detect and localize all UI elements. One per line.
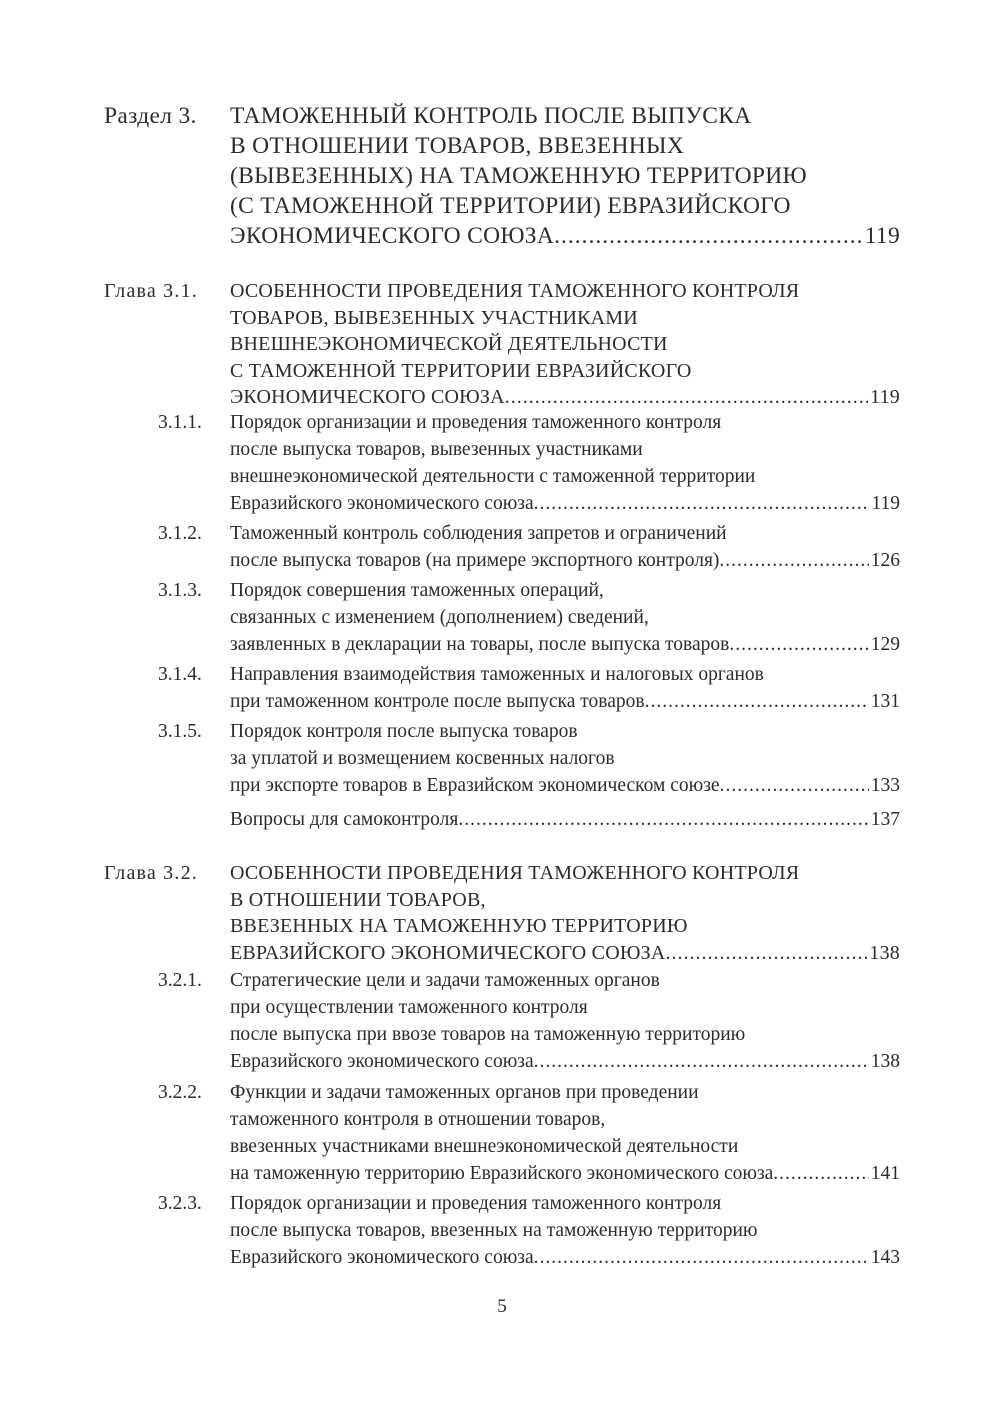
page-ref: 138 bbox=[870, 1051, 900, 1072]
title-line: ВВЕЗЕННЫХ НА ТАМОЖЕННУЮ ТЕРРИТОРИЮ bbox=[230, 915, 688, 937]
title-line: за уплатой и возмещением косвенных налогов bbox=[230, 748, 615, 769]
page-ref: 137 bbox=[870, 809, 900, 830]
dot-leader bbox=[505, 384, 868, 411]
page-ref: 133 bbox=[870, 775, 900, 796]
title-line: Порядок организации и проведения таможенного контроля bbox=[230, 1193, 722, 1214]
title-line: В ОТНОШЕНИИ ТОВАРОВ, ВВЕЗЕННЫХ bbox=[230, 133, 685, 159]
entry-label: Глава 3.1. bbox=[104, 280, 198, 302]
title-line: (ВЫВЕЗЕННЫХ) НА ТАМОЖЕННУЮ ТЕРРИТОРИЮ bbox=[230, 163, 807, 189]
title-line: ЕВРАЗИЙСКОГО ЭКОНОМИЧЕСКОГО СОЮЗА bbox=[230, 941, 666, 964]
title-last-line bbox=[230, 384, 900, 411]
title-last-line bbox=[230, 547, 900, 574]
title-line: В ОТНОШЕНИИ ТОВАРОВ, bbox=[230, 888, 486, 911]
title-line: Евразийского экономического союза bbox=[230, 493, 534, 514]
entry-title bbox=[230, 967, 900, 1075]
title-line: связанных с изменением (дополнением) сведений, bbox=[230, 607, 649, 628]
title-last-line bbox=[230, 631, 900, 658]
page-ref: 119 bbox=[870, 386, 900, 408]
dot-leader bbox=[665, 940, 867, 967]
page-ref: 119 bbox=[864, 223, 900, 249]
title-last-line bbox=[230, 940, 900, 967]
title-line: Направления взаимодействия таможенных и налоговых органов bbox=[230, 664, 764, 685]
page-ref: 126 bbox=[870, 550, 900, 571]
title-line: после выпуска товаров, ввезенных на таможенную территорию bbox=[230, 1220, 758, 1241]
title-line: ОСОБЕННОСТИ ПРОВЕДЕНИЯ ТАМОЖЕННОГО КОНТРОЛЯ bbox=[230, 280, 800, 302]
entry-title bbox=[230, 806, 900, 833]
title-line: при таможенном контроле после выпуска товаров bbox=[230, 691, 645, 712]
title-line: Порядок организации и проведения таможенного контроля bbox=[230, 412, 722, 433]
title-line: Стратегические цели и задачи таможенных органов bbox=[230, 970, 660, 991]
entry-title bbox=[230, 860, 900, 966]
title-line: ОСОБЕННОСТИ ПРОВЕДЕНИЯ ТАМОЖЕННОГО КОНТРОЛЯ bbox=[230, 862, 800, 884]
dot-leader bbox=[773, 1160, 868, 1187]
dot-leader bbox=[458, 806, 868, 833]
title-line: Вопросы для самоконтроля bbox=[230, 809, 459, 830]
entry-label: Глава 3.2. bbox=[104, 862, 198, 884]
page-ref: 143 bbox=[870, 1247, 900, 1268]
entry-title bbox=[230, 661, 900, 715]
dot-leader bbox=[534, 490, 870, 517]
title-last-line bbox=[230, 1244, 900, 1271]
entry-title bbox=[230, 409, 900, 517]
title-line: ввезенных участниками внешнеэкономической деятельности bbox=[230, 1136, 739, 1157]
section-number: 3.1.5. bbox=[158, 721, 202, 742]
title-line: на таможенную территорию Евразийского экономического союза bbox=[230, 1163, 774, 1184]
title-line: ВНЕШНЕЭКОНОМИЧЕСКОЙ ДЕЯТЕЛЬНОСТИ bbox=[230, 333, 668, 355]
title-last-line bbox=[230, 1160, 900, 1187]
page-ref: 119 bbox=[871, 493, 900, 514]
dot-leader bbox=[645, 688, 869, 715]
dot-leader bbox=[719, 547, 868, 574]
title-line: ЭКОНОМИЧЕСКОГО СОЮЗА bbox=[230, 386, 505, 408]
entry-title bbox=[230, 101, 900, 251]
title-last-line bbox=[230, 221, 900, 251]
title-last-line bbox=[230, 490, 900, 517]
title-line: ТАМОЖЕННЫЙ КОНТРОЛЬ ПОСЛЕ ВЫПУСКА bbox=[230, 103, 752, 129]
title-line: ЭКОНОМИЧЕСКОГО СОЮЗА bbox=[230, 223, 555, 249]
section-number: 3.1.2. bbox=[158, 523, 202, 544]
title-line: после выпуска товаров, вывезенных участниками bbox=[230, 439, 643, 460]
entry-title bbox=[230, 1190, 900, 1271]
section-number: 3.1.3. bbox=[158, 580, 202, 601]
section-number: 3.2.1. bbox=[158, 970, 202, 991]
entry-title bbox=[230, 520, 900, 574]
section-number: 3.2.3. bbox=[158, 1193, 202, 1214]
dot-leader bbox=[534, 1048, 869, 1075]
title-line: Евразийского экономического союза bbox=[230, 1247, 534, 1268]
section-number: 3.1.4. bbox=[158, 664, 202, 685]
title-line: Порядок контроля после выпуска товаров bbox=[230, 721, 578, 742]
title-line: при осуществлении таможенного контроля bbox=[230, 997, 588, 1018]
entry-title bbox=[230, 1079, 900, 1187]
page-ref: 131 bbox=[870, 691, 900, 712]
entry-title bbox=[230, 577, 900, 658]
title-last-line bbox=[230, 688, 900, 715]
title-last-line bbox=[230, 772, 900, 799]
dot-leader bbox=[534, 1244, 869, 1271]
title-line: С ТАМОЖЕННОЙ ТЕРРИТОРИИ ЕВРАЗИЙСКОГО bbox=[230, 359, 692, 382]
title-line: Евразийского экономического союза bbox=[230, 1051, 534, 1072]
title-line: (С ТАМОЖЕННОЙ ТЕРРИТОРИИ) ЕВРАЗИЙСКОГО bbox=[230, 193, 791, 219]
page-ref: 129 bbox=[870, 634, 900, 655]
title-line: после выпуска товаров (на примере экспортного контроля) bbox=[230, 550, 720, 571]
entry-title bbox=[230, 278, 900, 411]
entry-title bbox=[230, 718, 900, 799]
section-number: 3.2.2. bbox=[158, 1082, 202, 1103]
title-line: при экспорте товаров в Евразийском экономическом союзе bbox=[230, 775, 720, 796]
title-last-line bbox=[230, 1048, 900, 1075]
dot-leader bbox=[729, 631, 868, 658]
page-number: 5 bbox=[497, 1296, 507, 1317]
title-line: таможенного контроля в отношении товаров, bbox=[230, 1109, 606, 1130]
title-line: внешнеэкономической деятельности с таможенной территории bbox=[230, 466, 756, 487]
title-line: Таможенный контроль соблюдения запретов и ограничений bbox=[230, 523, 727, 544]
dot-leader bbox=[720, 772, 869, 799]
title-line: после выпуска при ввозе товаров на таможенную территорию bbox=[230, 1024, 746, 1045]
section-number: 3.1.1. bbox=[158, 412, 202, 433]
dot-leader bbox=[554, 221, 863, 251]
title-last-line bbox=[230, 806, 900, 833]
page-ref: 141 bbox=[870, 1163, 900, 1184]
page-ref: 138 bbox=[869, 941, 900, 964]
entry-label: Раздел 3. bbox=[104, 103, 197, 129]
title-line: ТОВАРОВ, ВЫВЕЗЕННЫХ УЧАСТНИКАМИ bbox=[230, 306, 638, 329]
title-line: Функции и задачи таможенных органов при проведении bbox=[230, 1082, 699, 1103]
title-line: заявленных в декларации на товары, после выпуска товаров bbox=[230, 634, 730, 655]
title-line: Порядок совершения таможенных операций, bbox=[230, 580, 604, 601]
